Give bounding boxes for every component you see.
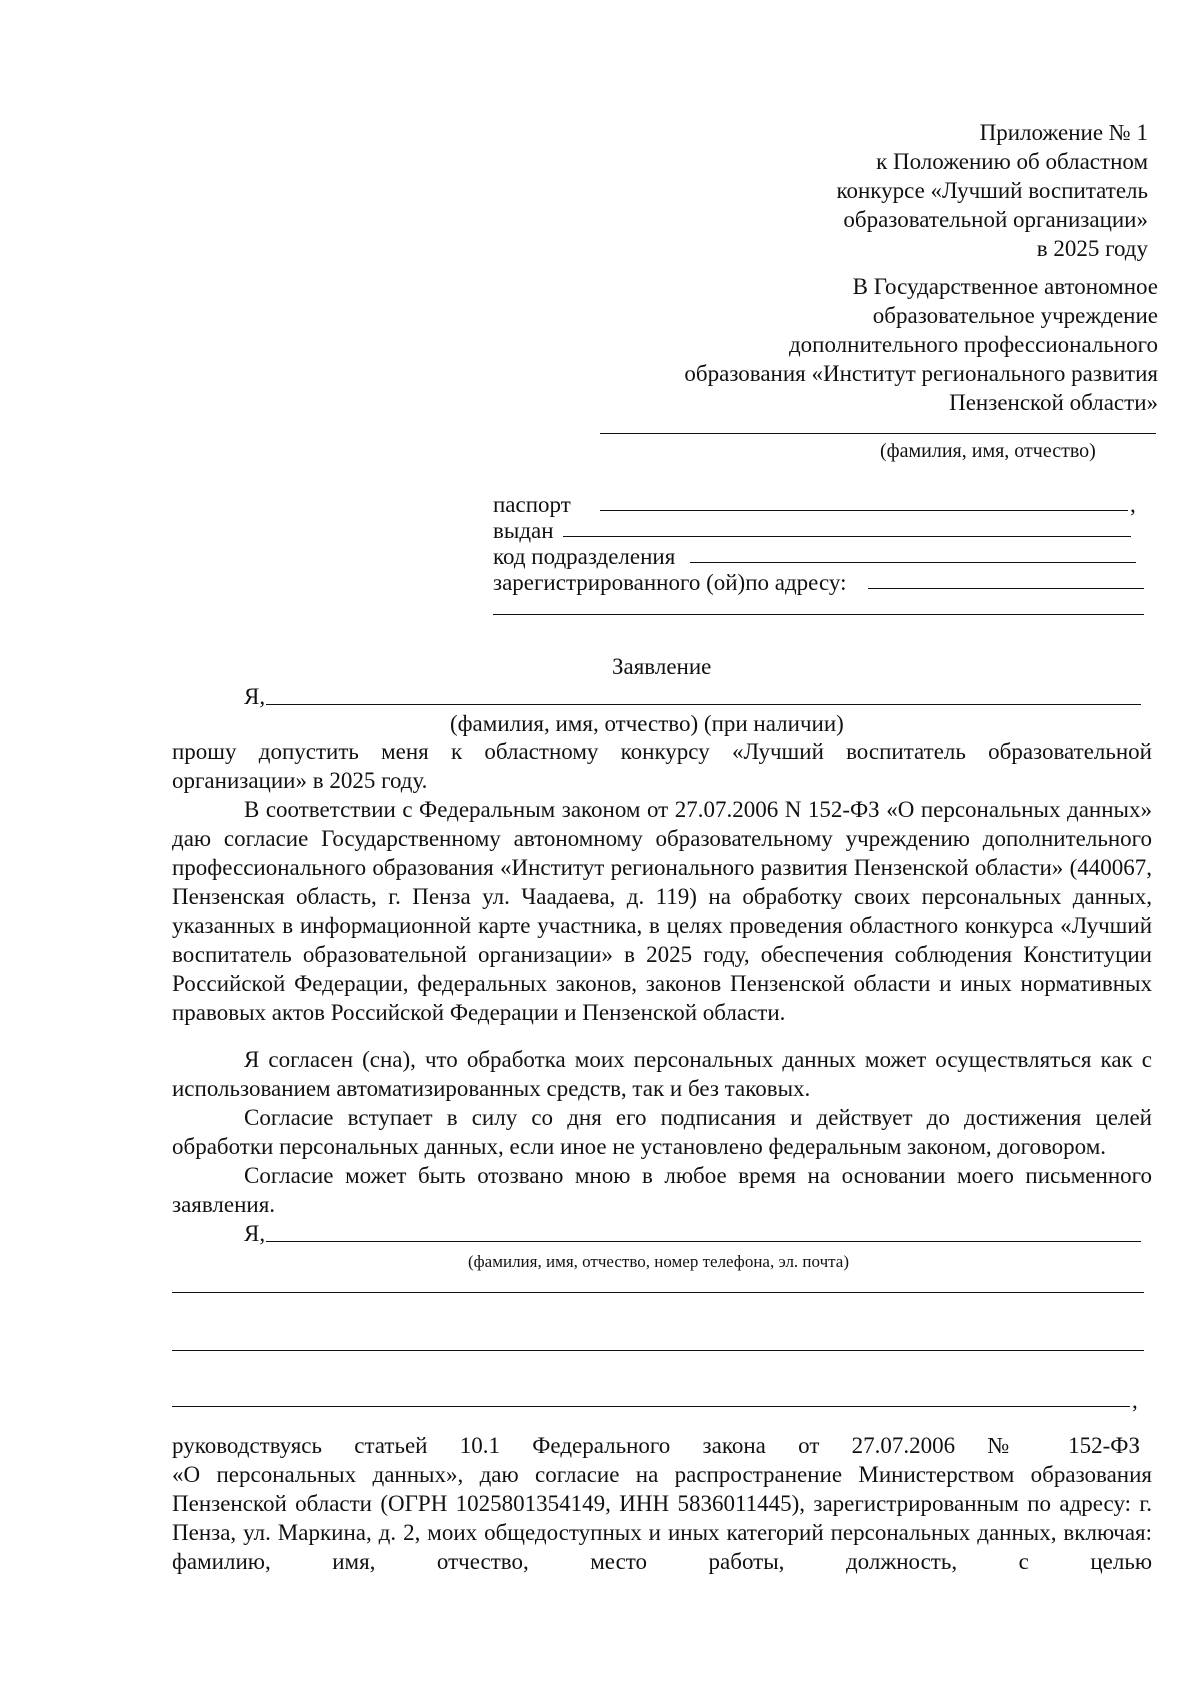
appendix-title: Приложение № 1 <box>979 120 1148 145</box>
appendix-line: образовательной организации» <box>843 207 1148 232</box>
consent-paragraph: В соответствии с Федеральным законом от 27.07.2006 N 152-ФЗ «О персональных данных» даю согласие Государственному автономному образовательному учреждению дополнительного профессионального образования «Институт регионального развития Пензенской области» (440067, Пензенская область, г. Пенза ул. Чаадаева, д. 119) на обработку своих персональных данных, указанных в информационной карте участника, в целях проведения областного конкурса «Лучший воспитатель образовательной организации» в 2025 году, обеспечения соблюдения Конституции Российской Федерации, федеральных законов, законов Пензенской области и иных нормативных правовых актов Российской Федерации и Пензенской области. <box>172 797 1152 1025</box>
address-input-line-2[interactable] <box>493 614 1144 615</box>
request-line-1: прошу допустить меня к областному конкурсу «Лучший воспитатель образовательной <box>172 739 1152 764</box>
passport-comma: , <box>1130 492 1136 517</box>
second-contact-line-3[interactable] <box>172 1406 1130 1407</box>
address-input-line[interactable] <box>868 588 1144 589</box>
second-ya: Я, <box>244 1221 266 1246</box>
addressee-line: образовательное учреждение <box>872 303 1158 328</box>
agree-paragraph: Я согласен (сна), что обработка моих персональных данных может осуществляться как с использованием автоматизированных средств, так и без таковых. <box>172 1047 1152 1101</box>
second-fio-line[interactable] <box>266 1241 1141 1242</box>
appendix-block <box>628 118 1148 263</box>
effective-paragraph: Согласие вступает в силу со дня его подписания и действует до достижения целей обработки персональных данных, если иное не установлено федеральным законом, договором. <box>172 1105 1152 1159</box>
division-code-input-line[interactable] <box>690 562 1136 563</box>
addressee-line: образования «Институт регионального развития <box>684 361 1158 386</box>
statement-title: Заявление <box>612 654 712 679</box>
applicant-fio-caption: (фамилия, имя, отчество) <box>880 440 1096 462</box>
statement-fio-caption: (фамилия, имя, отчество) (при наличии) <box>450 711 844 736</box>
addressee-line: Пензенской области» <box>949 390 1158 415</box>
second-trailing-comma: , <box>1132 1388 1138 1413</box>
passport-input-line[interactable] <box>600 510 1128 511</box>
second-contact-line-2[interactable] <box>172 1350 1144 1351</box>
addressee-block <box>538 272 1158 417</box>
addressee-line: В Государственное автономное <box>852 274 1158 299</box>
distribution-text: «О персональных данных», даю согласие на распространение Министерством образования Пензенской области (ОГРН 1025801354149, ИНН 5836011445), зарегистрированным по адресу: г. Пенза, ул. Маркина, д. 2, моих общедоступных и иных категорий персональных данных, включая: фамилию, имя, отчество, место работы, должность, с целью <box>172 1462 1152 1574</box>
statement-ya: Я, <box>244 684 266 709</box>
division-code-label: код подразделения <box>493 544 676 569</box>
second-fio-caption: (фамилия, имя, отчество, номер телефона, эл. почта) <box>468 1252 849 1271</box>
distribution-line-1: руководствуясь статьей 10.1 Федерального закона от 27.07.2006 № 152-ФЗ <box>172 1433 1140 1458</box>
appendix-line: в 2025 году <box>1036 236 1148 261</box>
second-contact-line-1[interactable] <box>172 1292 1144 1293</box>
address-label: зарегистрированного (ой)по адресу: <box>493 570 847 595</box>
revoke-paragraph: Согласие может быть отозвано мною в любое время на основании моего письменного заявления. <box>172 1163 1152 1217</box>
passport-label: паспорт <box>493 492 571 517</box>
addressee-line: дополнительного профессионального <box>788 332 1158 357</box>
request-line-2: организации» в 2025 году. <box>172 768 428 793</box>
issued-input-line[interactable] <box>563 536 1131 537</box>
appendix-line: к Положению об областном <box>876 149 1148 174</box>
issued-label: выдан <box>493 518 554 543</box>
statement-fio-line[interactable] <box>266 704 1141 705</box>
applicant-fio-line[interactable] <box>600 433 1156 434</box>
appendix-line: конкурсе «Лучший воспитатель <box>836 178 1148 203</box>
